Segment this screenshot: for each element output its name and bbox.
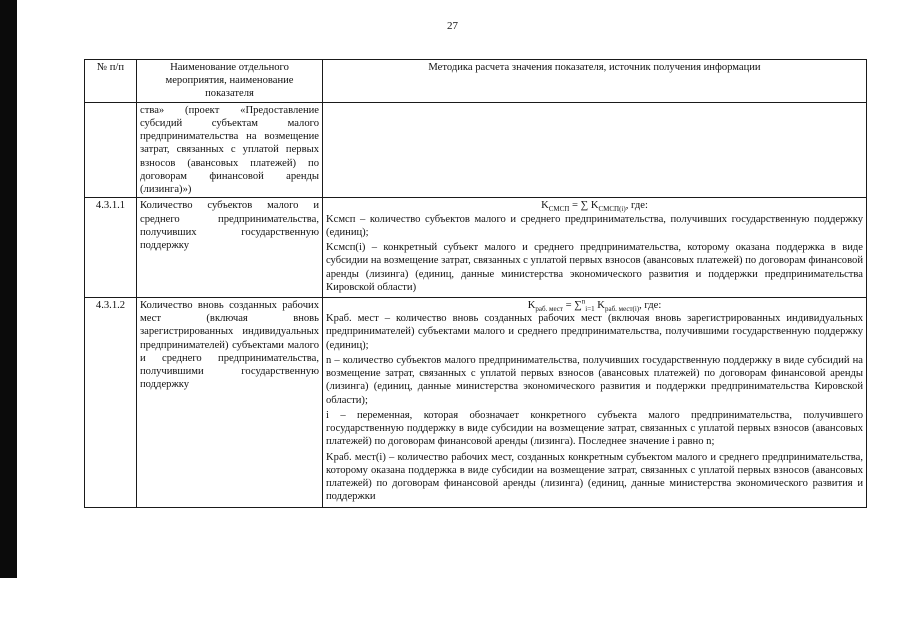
- method-cell: [323, 297, 867, 507]
- indicator-name: Количество субъектов малого и среднего предпринимательства, получивших государственную поддержку: [137, 198, 323, 298]
- indicator-name: Количество вновь созданных рабочих мест (включая вновь зарегистрированных индивидуальных предпринимателей) субъектами малого и среднего предпринимательства, получившими государственную поддержку: [137, 297, 323, 507]
- row-num: 4.3.1.1: [85, 198, 137, 298]
- table-row-continuation: [85, 102, 867, 198]
- row-num: 4.3.1.2: [85, 297, 137, 507]
- definition: Kраб. мест(i) – количество рабочих мест, созданных конкретным субъектом малого и среднего предпринимательства, которому оказана поддержка в виде субсидии на возмещение затрат, связанных с уплатой первых взносов (авансовых платежей) по договорам финансовой аренды (лизинга) (единиц, данные министерства экономического развития и поддержки: [326, 451, 863, 503]
- scan-edge-bar: [0, 0, 17, 640]
- formula: $K_{раб. мест} = \sum^n_{i=1}$ $K_{раб. мест(i)}$, где:: [527, 297, 662, 314]
- table-row: [85, 198, 867, 298]
- header-num: № п/п: [85, 60, 137, 103]
- header-name: Наименование отдельного мероприятия, наименование показателя: [137, 60, 323, 103]
- header-method: Методика расчета значения показателя, источник получения информации: [323, 60, 867, 103]
- table-row: [85, 297, 867, 507]
- method-cell: [323, 198, 867, 298]
- definition: Kраб. мест – количество вновь созданных рабочих мест (включая вновь зарегистрированных индивидуальных предпринимателей) субъектами малого и среднего предпринимательства, получившими государственную поддержку (единиц);: [326, 313, 863, 351]
- row-num-empty: [85, 102, 137, 198]
- formula: $K_{СМСП}$ = ∑ $K_{СМСП(i)}$, где:: [541, 200, 648, 214]
- definition: n – количество субъектов малого предпринимательства, получивших государственную поддержку в виде субсидий на возмещение затрат, связанных с уплатой первых взносов (авансовых платежей) по договорам финансовой аренды (лизинга) (единиц, данные министерства экономического развития и поддержки предпринимательства Кировской области);: [326, 354, 863, 406]
- table-header-row: [85, 60, 867, 103]
- continuation-text: ства» (проект «Предоставление субсидий субъектам малого предпринимательства на возмещение затрат, связанных с уплатой первых взносов (авансовых платежей) по договорам финансовой аренды (лизинга)»): [137, 102, 323, 198]
- page-bottom-margin: [0, 578, 905, 640]
- definition: Kсмсп – количество субъектов малого и среднего предпринимательства, получивших государственную поддержку (единиц);: [326, 213, 863, 238]
- method-empty: [323, 102, 867, 198]
- definition: Kсмсп(i) – конкретный субъект малого и среднего предпринимательства, которому оказана поддержка в виде субсидии на возмещение затрат, связанных с уплатой первых взносов (авансовых платежей) по договорам финансовой аренды (лизинга) (единиц, данные министерства экономического развития и поддержки предпринимательства Кировской области): [326, 242, 863, 293]
- indicator-table: [84, 59, 867, 508]
- page-number: 27: [447, 20, 458, 32]
- definition: i – переменная, которая обозначает конкретного субъекта малого предпринимательства, получившего государственную поддержку в виде субсидии на возмещение затрат, связанных с уплатой первых взносов (авансовых платежей) по договорам финансовой аренды (лизинга). Последнее значение i равно n;: [326, 409, 863, 448]
